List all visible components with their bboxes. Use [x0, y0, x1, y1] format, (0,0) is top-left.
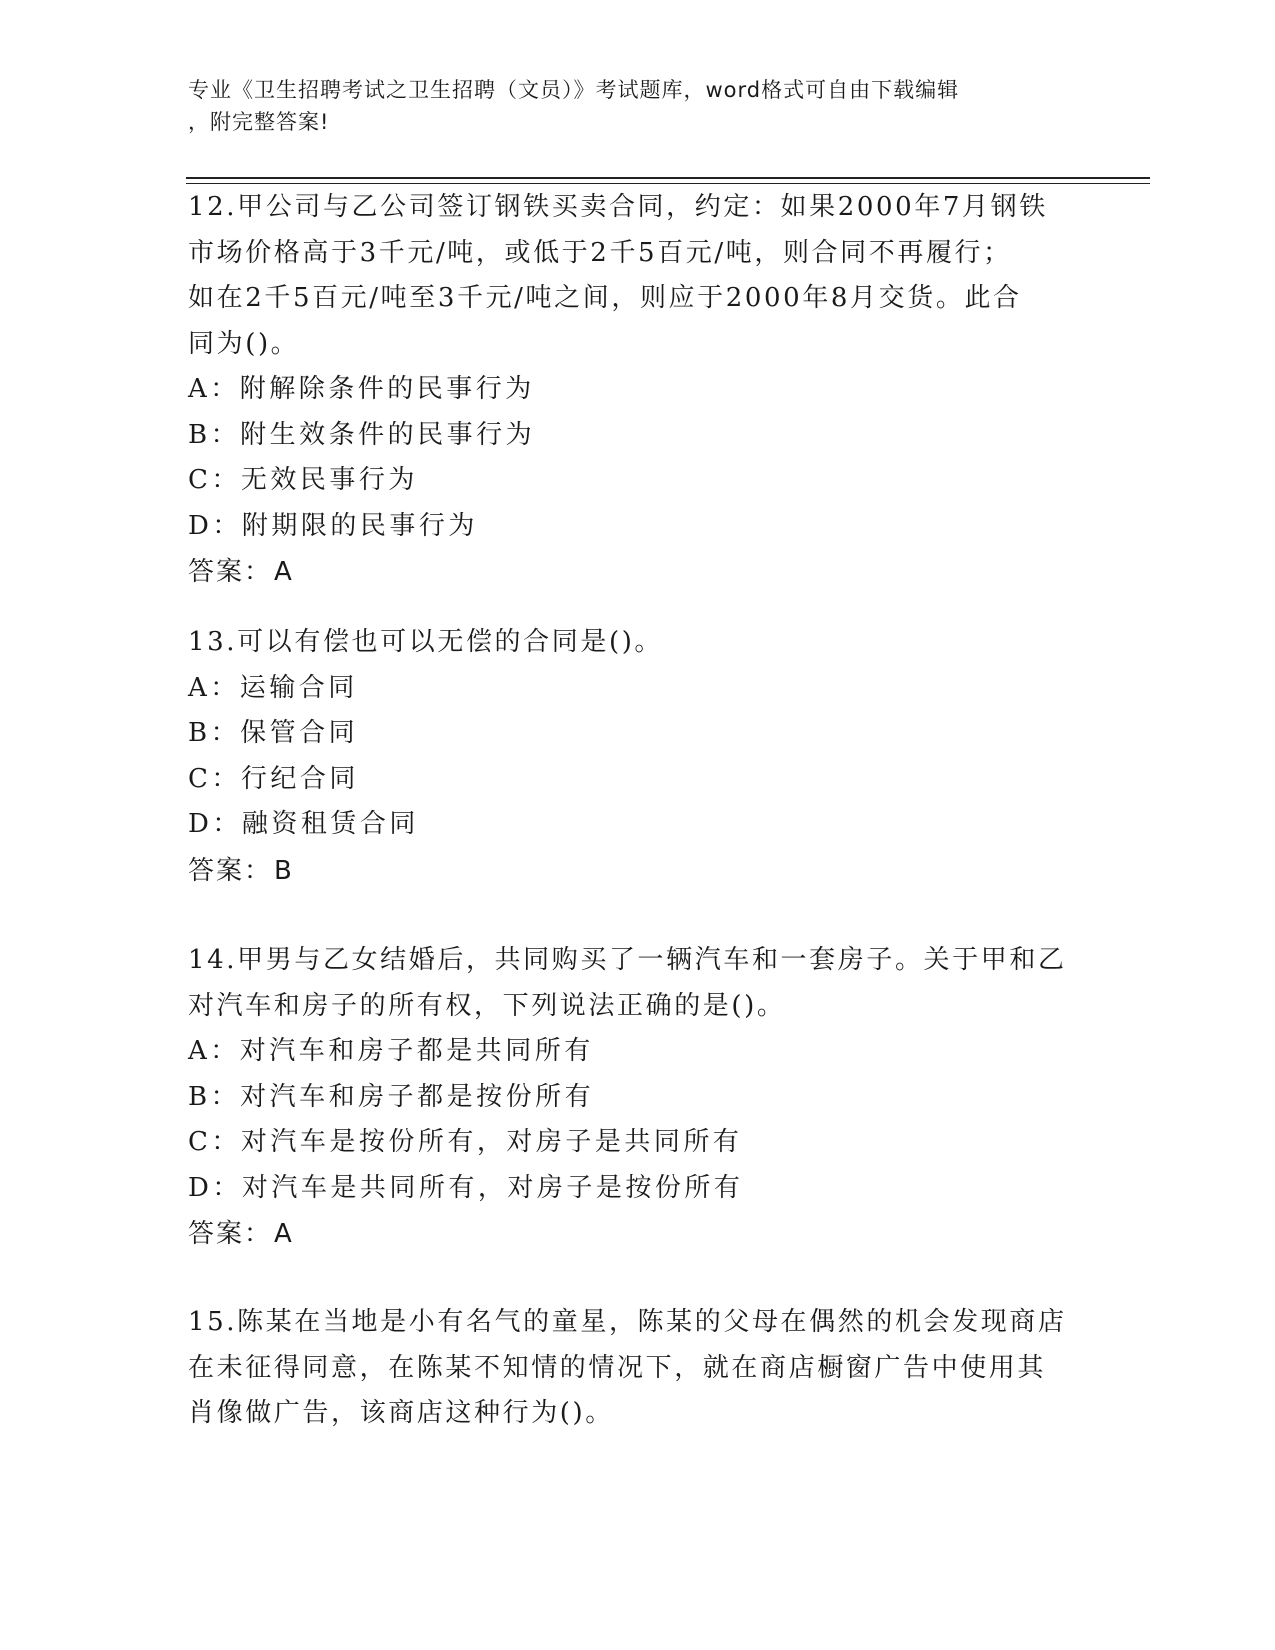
question-text-line: 在未征得同意，在陈某不知情的情况下，就在商店橱窗广告中使用其	[188, 1352, 1047, 1383]
answer-value: B	[274, 855, 294, 886]
answer-line	[188, 848, 1088, 894]
question-text-line: 同为()。	[188, 328, 300, 359]
option-d: D：融资租赁合同	[188, 809, 419, 839]
question-text-line: 12.甲公司与乙公司签订钢铁买卖合同，约定：如果2000年7月钢铁	[188, 192, 1048, 222]
answer-value: A	[274, 1219, 294, 1249]
question-15	[188, 1300, 1088, 1437]
option-c: C：无效民事行为	[188, 465, 418, 495]
answer-label: 答案：	[188, 557, 273, 587]
document-header	[188, 74, 1088, 138]
question-text-line: 如在2千5百元/吨至3千元/吨之间，则应于2000年8月交货。此合	[188, 283, 1022, 313]
option-d: D：对汽车是共同所有，对房子是按份所有	[188, 1172, 744, 1203]
header-divider-thin	[186, 183, 1150, 184]
question-13	[188, 620, 1088, 894]
option-a: A：附解除条件的民事行为	[188, 374, 535, 404]
header-line-2: ，附完整答案!	[188, 110, 330, 134]
question-text-line: 市场价格高于3千元/吨，或低于2千5百元/吨，则合同不再履行；	[188, 237, 1012, 268]
option-c: C：行纪合同	[188, 763, 359, 794]
option-a: A：对汽车和房子都是共同所有	[188, 1036, 594, 1066]
option-c: C：对汽车是按份所有，对房子是共同所有	[188, 1127, 743, 1157]
answer-line	[188, 549, 1088, 595]
option-a: A：运输合同	[188, 672, 358, 703]
option-d: D：附期限的民事行为	[188, 510, 478, 541]
option-b: B：保管合同	[188, 718, 359, 748]
question-text-line: 14.甲男与乙女结婚后，共同购买了一辆汽车和一套房子。关于甲和乙	[188, 945, 1067, 975]
answer-line	[188, 1211, 1088, 1257]
question-text-line: 肖像做广告，该商店这种行为()。	[188, 1398, 614, 1428]
header-line-1: 专业《卫生招聘考试之卫生招聘（文员）》考试题库，word格式可自由下载编辑	[188, 78, 960, 102]
question-text-line: 13.可以有偿也可以无偿的合同是()。	[188, 627, 664, 657]
header-divider-thick	[186, 177, 1150, 179]
option-b: B：附生效条件的民事行为	[188, 419, 536, 450]
question-text-line: 对汽车和房子的所有权，下列说法正确的是()。	[188, 990, 786, 1021]
question-14	[188, 938, 1088, 1257]
question-text-line: 15.陈某在当地是小有名气的童星，陈某的父母在偶然的机会发现商店	[188, 1307, 1067, 1337]
answer-value: A	[274, 557, 294, 587]
option-b: B：对汽车和房子都是按份所有	[188, 1081, 595, 1112]
answer-label: 答案：	[188, 1219, 273, 1249]
answer-label: 答案：	[188, 855, 273, 886]
question-12	[188, 185, 1088, 595]
